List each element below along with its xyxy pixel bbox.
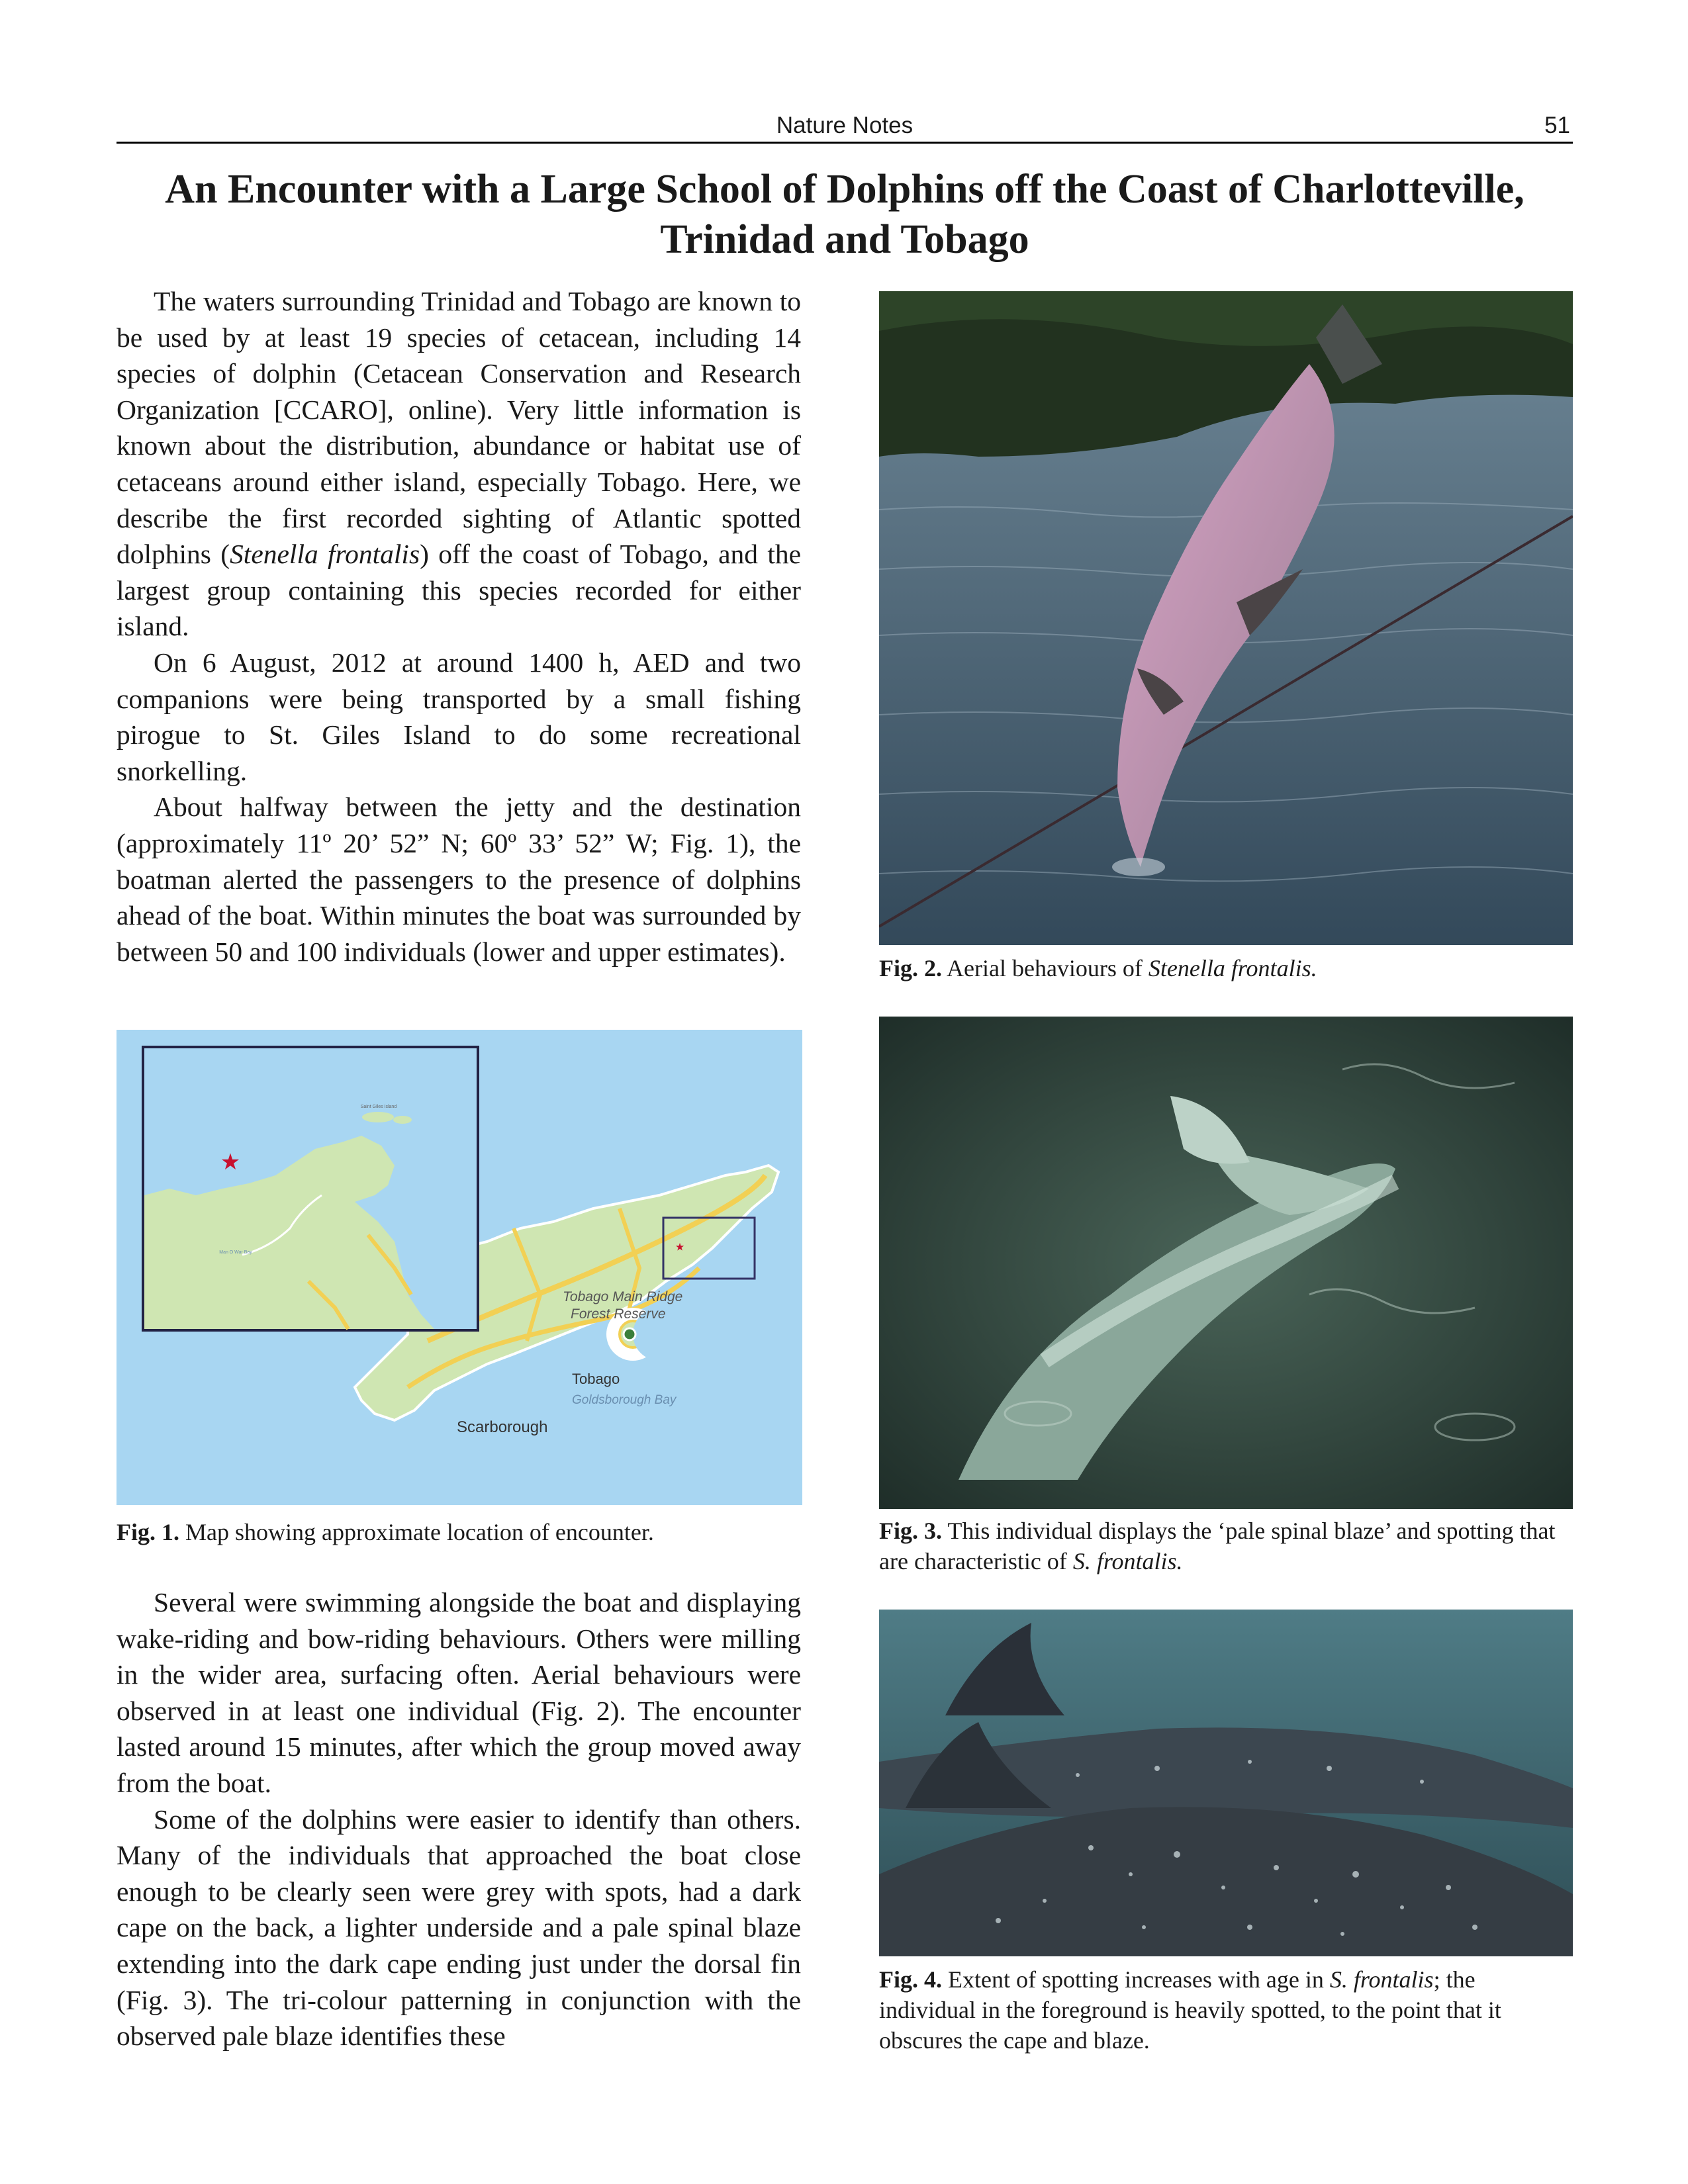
- fig4-caption-species: S. frontalis: [1329, 1966, 1434, 1993]
- body-text-top: [117, 283, 801, 970]
- fig3-caption: [879, 1516, 1573, 1576]
- inset-label-bay: Man O War Bay: [219, 1250, 252, 1255]
- fig1-caption: [117, 1517, 802, 1547]
- title-line-2: Trinidad and Tobago: [660, 217, 1029, 262]
- inset-label-island: Saint Giles Island: [360, 1105, 397, 1109]
- fig1-map: [117, 1030, 802, 1505]
- fig2-caption: [879, 953, 1573, 983]
- fig4-caption-suffix: ; the individual in the foreground is heavily spotted, to the point that it obscures the cape and blaze.: [879, 1966, 1501, 2054]
- title-line-1: An Encounter with a Large School of Dolphins off the Coast of Charlotteville,: [165, 167, 1524, 212]
- locator-star-icon: ★: [675, 1240, 685, 1253]
- map-label-town: Scarborough: [457, 1418, 548, 1436]
- fig1-caption-text: Map showing approximate location of encounter.: [185, 1519, 654, 1545]
- map-label-ridge-1: Tobago Main Ridge: [563, 1289, 683, 1304]
- fig3-label: Fig. 3.: [879, 1518, 942, 1544]
- encounter-star-icon: ★: [220, 1149, 241, 1175]
- fig4-label: Fig. 4.: [879, 1966, 942, 1993]
- running-head: [117, 110, 1573, 144]
- page-number: 51: [1544, 113, 1570, 138]
- fig4-photo: [879, 1610, 1573, 1956]
- paragraph-location: About halfway between the jetty and the destination (approximately 11º 20’ 52” N; 60º 33’ 52” W; Fig. 1), the boatman alerted the passengers to the presence of dolphins ahead of the boat. Within minutes the boat was surrounded by between 50 and 100 individuals (lower and upper estimates).: [117, 792, 801, 967]
- paragraph-intro: [117, 283, 801, 645]
- inset-map: [143, 1047, 478, 1330]
- paragraph-identification: Some of the dolphins were easier to identify than others. Many of the individuals that approached the boat close enough to be clearly seen were grey with spots, had a dark cape on the back, a lighter underside and a pale spinal blaze extending into the dark cape ending just under the dorsal fin (Fig. 3). The tri-colour patterning in conjunction with the observed pale blaze identifies these: [117, 1803, 801, 2052]
- fig1-label: Fig. 1.: [117, 1519, 179, 1545]
- fig4-caption: [879, 1964, 1573, 2056]
- fig2-caption-species: Stenella frontalis.: [1148, 955, 1317, 981]
- body-text-bottom: [117, 1584, 801, 2054]
- paragraph-date: On 6 August, 2012 at around 1400 h, AED and two companions were being transported by a small fishing pirogue to St. Giles Island to do some recreational snorkelling.: [117, 647, 801, 786]
- fig2-caption-text: Aerial behaviours of: [947, 955, 1149, 981]
- map-label-island: Tobago: [572, 1371, 620, 1387]
- fig2-label: Fig. 2.: [879, 955, 942, 981]
- fig2-photo: [879, 291, 1573, 945]
- fig4-caption-text: Extent of spotting increases with age in: [948, 1966, 1330, 1993]
- forest-reserve-marker: [624, 1328, 635, 1340]
- paragraph-intro-text: The waters surrounding Trinidad and Tobago are known to be used by at least 19 species of cetacean, including 14 species of dolphin (Cetacean Conservation and Research Organization [CCARO], online). Very little information is known about the distribution, abundance or habitat use of cetaceans around either island, especially Tobago. Here, we describe the first recorded sighting of Atlantic spotted dolphins (Stenella frontalis) off the coast of Tobago, and the largest group containing this species recorded for either island.: [117, 286, 802, 642]
- journal-name: Nature Notes: [776, 113, 914, 138]
- map-label-bay: Goldsborough Bay: [572, 1393, 677, 1407]
- fig3-caption-text: This individual displays the ‘pale spinal blaze’ and spotting that are characteristic of: [879, 1518, 1556, 1574]
- fig3-caption-species: S. frontalis.: [1072, 1548, 1183, 1574]
- fig3-photo: [879, 1017, 1573, 1509]
- article-title: [117, 164, 1573, 265]
- paragraph-behaviours: Several were swimming alongside the boat and displaying wake-riding and bow-riding behaviours. Others were milling in the wider area, surfacing often. Aerial behaviours were observed in at least one individual (Fig. 2). The encounter lasted around 15 minutes, after which the group moved away from the boat.: [117, 1587, 801, 1798]
- map-label-ridge-2: Forest Reserve: [571, 1306, 666, 1322]
